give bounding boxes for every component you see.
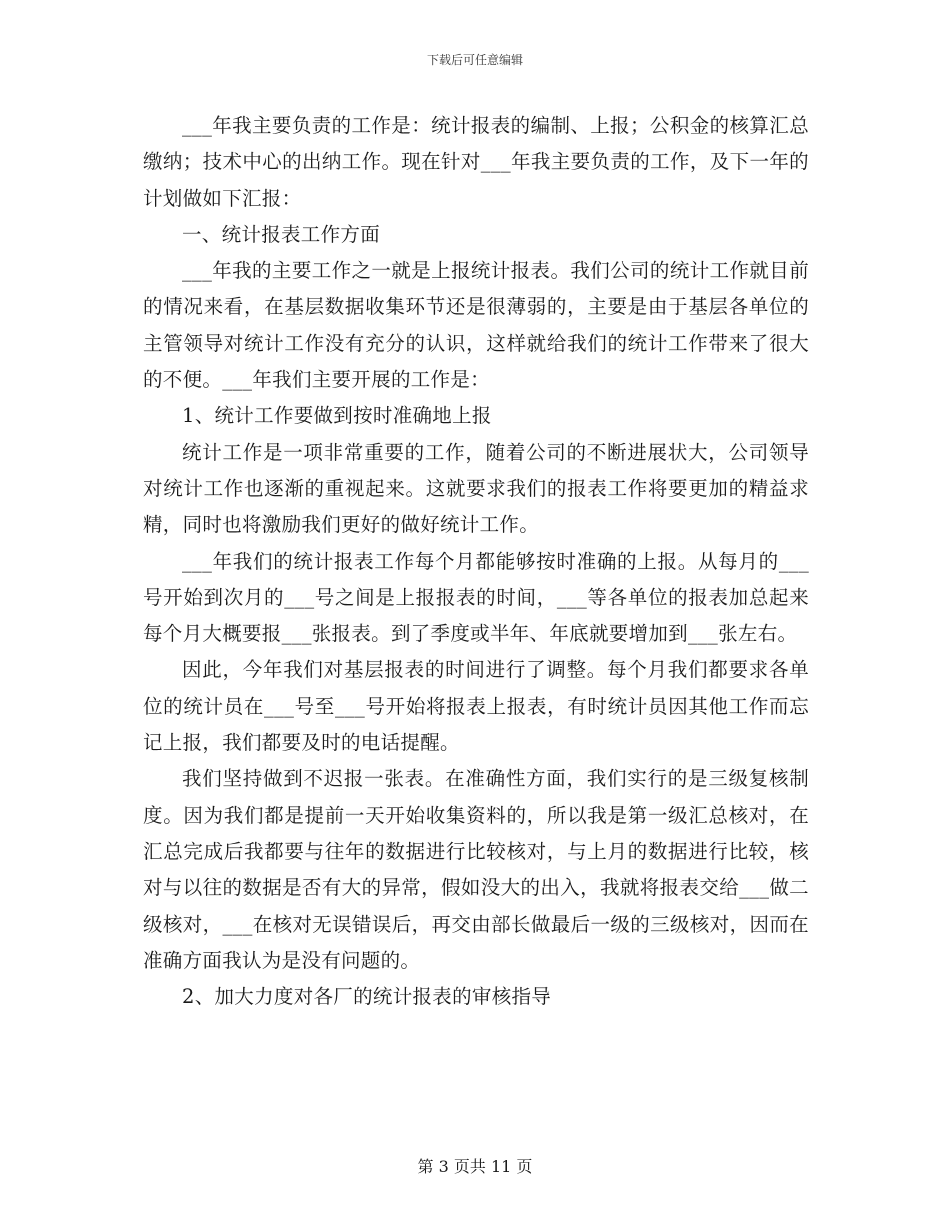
paragraph-intro: ___年我主要负责的工作是：统计报表的编制、上报；公积金的核算汇总缴纳；技术中心的出纳工作。现在针对___年我主要负责的工作，及下一年的计划做如下汇报： (143, 114, 809, 210)
paragraph-importance: 统计工作是一项非常重要的工作，随着公司的不断进展状大，公司领导对统计工作也逐渐的重视起来。这就要求我们的报表工作将要更加的精益求精，同时也将激励我们更好的做好统计工作。 (143, 440, 809, 537)
section-heading-statistics: 一、统计报表工作方面 (182, 222, 381, 246)
page-header-note: 下载后可任意编辑 (426, 53, 523, 67)
paragraph-three-level-review: 我们坚持做到不迟报一张表。在准确性方面，我们实行的是三级复核制度。因为我们都是提前一天开始收集资料的，所以我是第一级汇总核对，在汇总完成后我都要与往年的数据进行比较核对，与上月的数据进行比较，核对与以往的数据是否有大的异常，假如没大的出入，我就将报表交给___做二级核对，___在核对无误错误后，再交由部长做最后一级的三级核对，因而在准确方面我认为是没有问题的。 (143, 767, 809, 972)
page-number: 第 3 页共 11 页 (417, 1157, 533, 1176)
paragraph-schedule-adjustment: 因此，今年我们对基层报表的时间进行了调整。每个月我们都要求各单位的统计员在___号至___号开始将报表上报表，有时统计员因其他工作而忘记上报，我们都要及时的电话提醒。 (143, 658, 809, 755)
paragraph-statistics-overview: ___年我的主要工作之一就是上报统计报表。我们公司的统计工作就目前的情况来看，在基层数据收集环节还是很薄弱的，主要是由于基层各单位的主管领导对统计工作没有充分的认识，这样就给我们的统计工作带来了很大的不便。___年我们主要开展的工作是： (143, 259, 809, 392)
paragraph-monthly-reports: ___年我们的统计报表工作每个月都能够按时准确的上报。从每月的___号开始到次月的___号之间是上报报表的时间，___等各单位的报表加总起来每个月大概要报___张报表。到了季度或半年、年底就要增加到___张左右。 (143, 549, 809, 646)
subheading-timely-reporting: 1、统计工作要做到按时准确地上报 (182, 404, 492, 428)
document-body (143, 108, 809, 1015)
subheading-review-guidance: 2、加大力度对各厂的统计报表的审核指导 (182, 985, 552, 1009)
